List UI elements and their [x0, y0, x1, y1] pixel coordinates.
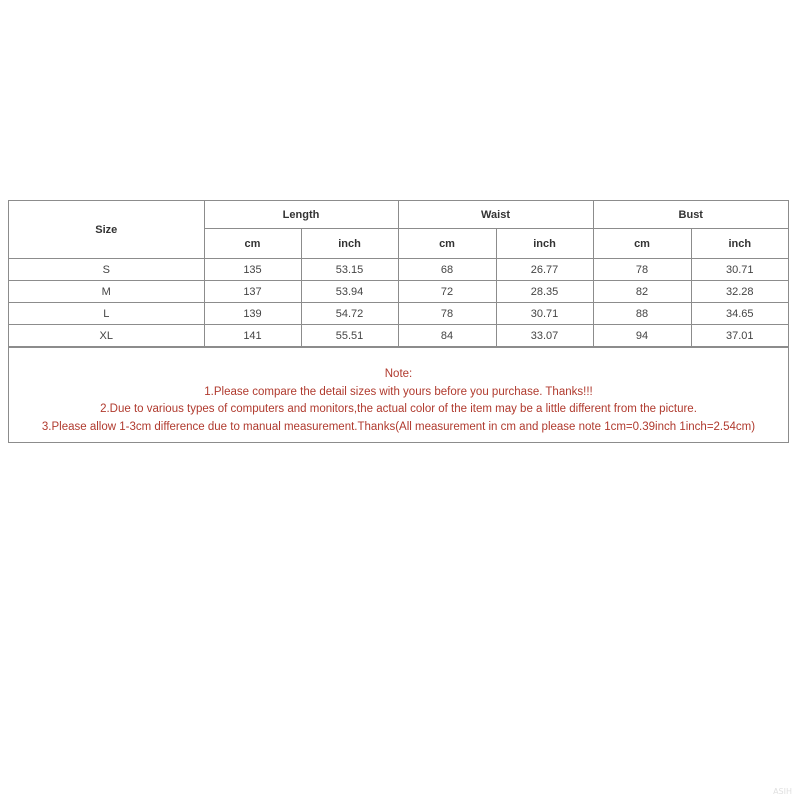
- table-cell: 34.65: [691, 303, 788, 325]
- table-cell: 78: [398, 303, 496, 325]
- note-line: 3.Please allow 1-3cm difference due to manual measurement.Thanks(All measurement in cm and please note 1cm=0.39inch 1inch=2.54cm): [41, 420, 756, 433]
- note-line: 2.Due to various types of computers and monitors,the actual color of the item may be a little different from the picture.: [100, 403, 697, 415]
- unit-header: inch: [496, 229, 593, 259]
- table-cell: 55.51: [301, 325, 398, 347]
- table-cell: 53.94: [301, 281, 398, 303]
- table-cell: 94: [593, 325, 691, 347]
- table-row: [9, 303, 788, 325]
- table-row: [9, 325, 788, 347]
- table-cell: 37.01: [691, 325, 788, 347]
- table-cell: 82: [593, 281, 691, 303]
- table-cell: 30.71: [691, 259, 788, 281]
- watermark: ASIH: [773, 787, 792, 796]
- notes-section: [9, 347, 788, 442]
- size-cell: S: [9, 259, 204, 281]
- note-line: 1.Please compare the detail sizes with yours before you purchase. Thanks!!!: [204, 385, 593, 398]
- size-column-header: Size: [9, 201, 204, 259]
- table-cell: 135: [204, 259, 301, 281]
- bust-group-header: Bust: [593, 201, 788, 229]
- size-table: [9, 201, 788, 347]
- table-cell: 33.07: [496, 325, 593, 347]
- size-cell: L: [9, 303, 204, 325]
- table-cell: 141: [204, 325, 301, 347]
- table-cell: 30.71: [496, 303, 593, 325]
- table-cell: 68: [398, 259, 496, 281]
- table-row: [9, 281, 788, 303]
- group-header-row: [9, 201, 788, 229]
- waist-group-header: Waist: [398, 201, 593, 229]
- unit-header: inch: [301, 229, 398, 259]
- table-cell: 54.72: [301, 303, 398, 325]
- size-cell: M: [9, 281, 204, 303]
- unit-header: inch: [691, 229, 788, 259]
- table-cell: 78: [593, 259, 691, 281]
- table-cell: 88: [593, 303, 691, 325]
- table-cell: 137: [204, 281, 301, 303]
- table-cell: 53.15: [301, 259, 398, 281]
- table-cell: 84: [398, 325, 496, 347]
- unit-header: cm: [593, 229, 691, 259]
- table-cell: 139: [204, 303, 301, 325]
- unit-header: cm: [398, 229, 496, 259]
- length-group-header: Length: [204, 201, 398, 229]
- table-cell: 72: [398, 281, 496, 303]
- table-cell: 32.28: [691, 281, 788, 303]
- unit-header: cm: [204, 229, 301, 259]
- size-cell: XL: [9, 325, 204, 347]
- size-chart: [8, 200, 789, 443]
- table-cell: 28.35: [496, 281, 593, 303]
- notes-title: Note:: [384, 368, 413, 380]
- table-cell: 26.77: [496, 259, 593, 281]
- table-row: [9, 259, 788, 281]
